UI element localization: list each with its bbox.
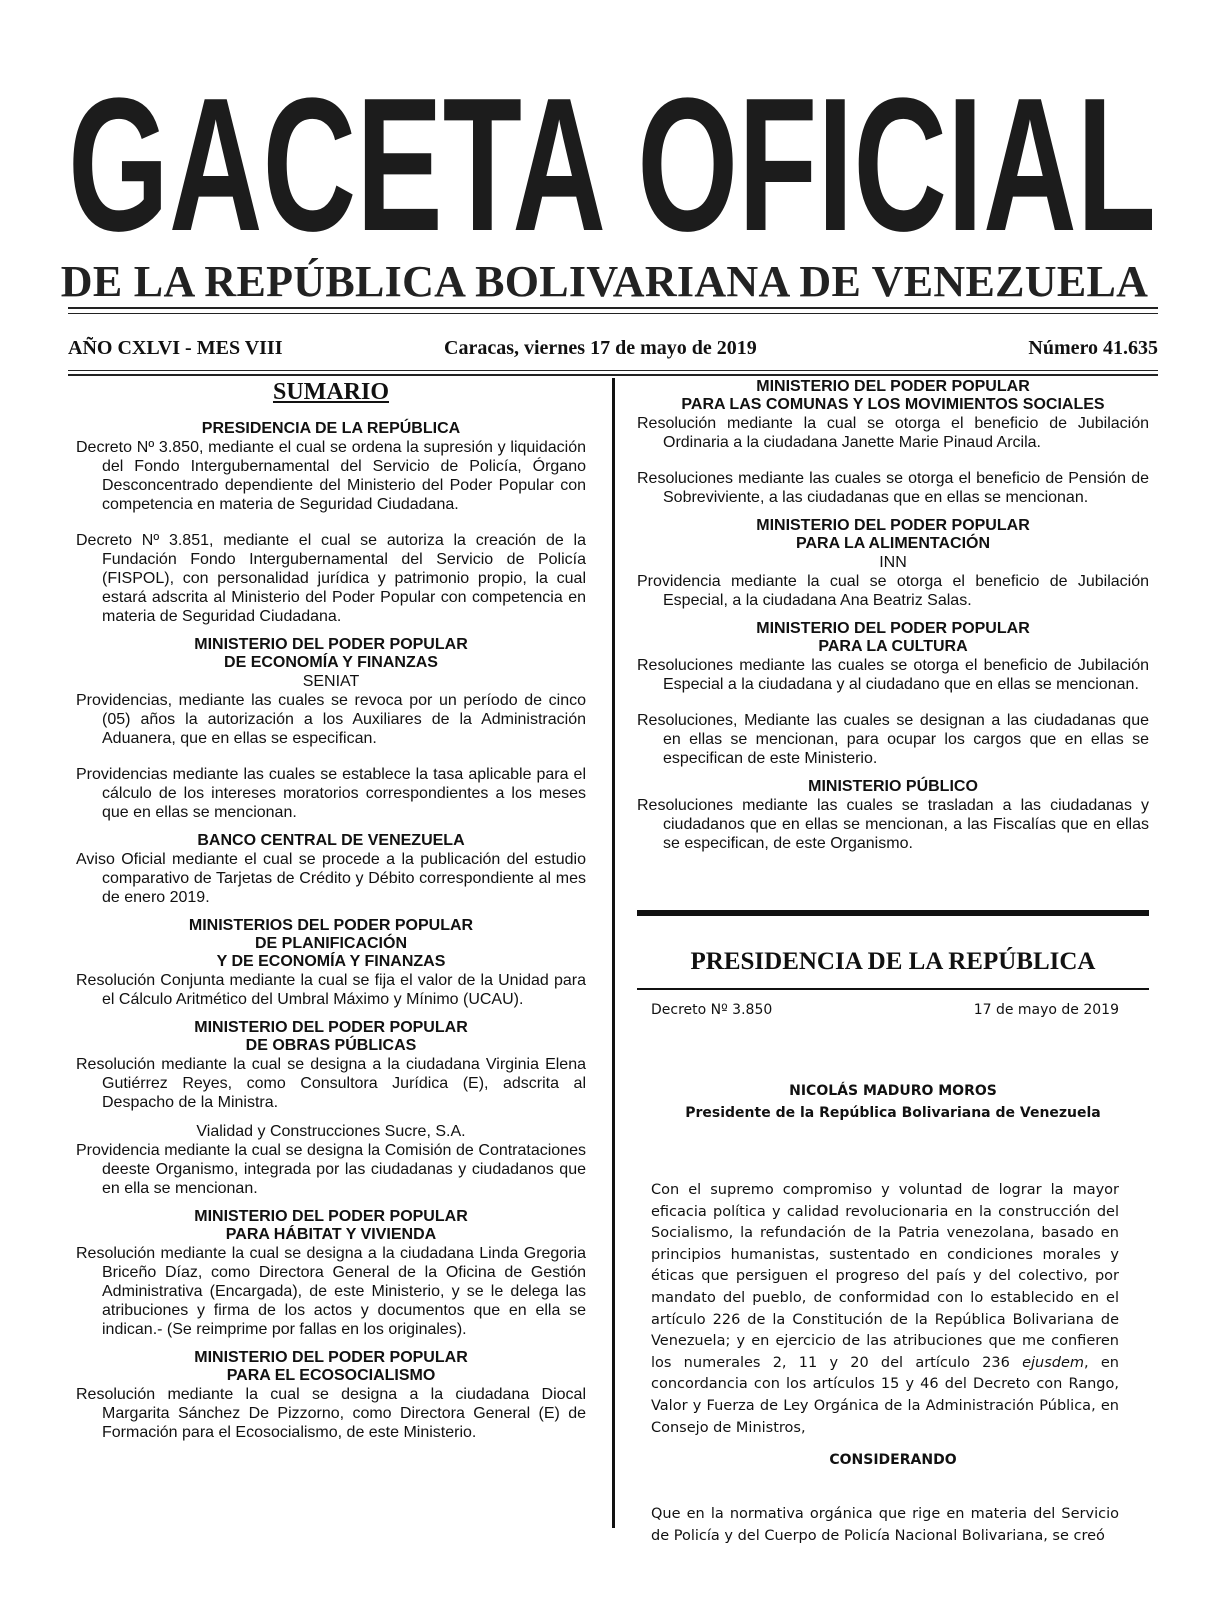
summary-entry: Resolución mediante la cual se designa a la ciudadana Diocal Margarita Sánchez De Pizzorno, como Directora General (E) de Formación para el Ecosocialismo, de este Ministerio. [76, 1386, 586, 1441]
masthead-title-text: GACETA OFICIAL [68, 82, 1156, 250]
preamble-emphasis: ejusdem [1022, 1354, 1085, 1371]
section-heading: BANCO CENTRAL DE VENEZUELA [197, 832, 465, 849]
issue-date: Caracas, viernes 17 de mayo de 2019 [444, 337, 757, 359]
section-subheading: SENIAT [302, 673, 360, 690]
summary-entry: Resolución mediante la cual se designa a la ciudadana Linda Gregoria Briceño Díaz, como Directora General de la Oficina de Gestión Administrativa (Encargada), de este Ministerio, y se le delega las atribuciones y firma de los actos y documentos que en ella se indican.- (Se reimprime por fallas en los originales). [76, 1245, 586, 1338]
masthead-title [68, 82, 1158, 250]
considerando-heading: CONSIDERANDO [829, 1452, 957, 1468]
sumario-section [637, 778, 1149, 853]
issue-info-bar [68, 337, 1158, 367]
header-rule-bottom [68, 374, 1158, 376]
header-rule-top [68, 307, 1158, 309]
summary-entry: Resolución Conjunta mediante la cual se fija el valor de la Unidad para el Cálculo Aritmético del Umbral Máximo y Mínimo (UCAU). [76, 972, 586, 1008]
section-heading: MINISTERIOS DEL PODER POPULAR DE PLANIFICACIÓN Y DE ECONOMÍA Y FINANZAS [188, 917, 474, 970]
signer-name: NICOLÁS MADURO MOROS [789, 1083, 997, 1099]
section-heading: PRESIDENCIA DE LA REPÚBLICA [201, 420, 461, 437]
sumario-left-sections [76, 420, 586, 1442]
sumario-section [76, 1019, 586, 1112]
summary-entry: Decreto Nº 3.851, mediante el cual se autoriza la creación de la Fundación Fondo Intergubernamental del Servicio de Policía (FISPOL), con personalidad jurídica y patrimonio propio, la cual estará adscrita al Ministerio del Poder Popular con competencia en materia de Seguridad Ciudadana. [76, 532, 586, 625]
summary-entry: Resoluciones mediante las cuales se otorga el beneficio de Pensión de Sobreviviente, a las ciudadanas que en ellas se mencionan. [637, 470, 1149, 506]
summary-entry: Decreto Nº 3.850, mediante el cual se ordena la supresión y liquidación del Fondo Intergubernamental del Servicio de Policía, Órgano Desconcentrado dependiente del Ministerio del Poder Popular con competencia en materia de Seguridad Ciudadana. [76, 439, 586, 513]
summary-entry: Aviso Oficial mediante el cual se procede a la publicación del estudio comparativo de Tarjetas de Crédito y Débito correspondiente al mes de enero 2019. [76, 851, 586, 906]
sumario-left-column [76, 378, 586, 1452]
section-heading: MINISTERIO DEL PODER POPULAR PARA HÁBITAT Y VIVIENDA [194, 1208, 468, 1243]
sumario-section [76, 832, 586, 907]
decree-date: 17 de mayo de 2019 [973, 1002, 1119, 1018]
signer-title: Presidente de la República Bolivariana de Venezuela [685, 1105, 1101, 1121]
decree-section-title: PRESIDENCIA DE LA REPÚBLICA [690, 948, 1096, 975]
section-heading: MINISTERIO DEL PODER POPULAR PARA LA ALIMENTACIÓN [756, 517, 1030, 552]
issue-number: Número 41.635 [1028, 337, 1158, 359]
summary-entry: Resoluciones mediante las cuales se trasladan a las ciudadanas y ciudadanos que en ellas se mencionan, a las Fiscalías que en ellas se especifican, de este Organismo. [637, 797, 1149, 852]
summary-entry: Resolución mediante la cual se designa a la ciudadana Virginia Elena Gutiérrez Reyes, como Consultora Jurídica (E), adscrita al Despacho de la Ministra. [76, 1056, 586, 1111]
sumario-right-sections [637, 378, 1149, 853]
section-heading: MINISTERIO DEL PODER POPULAR DE OBRAS PÚBLICAS [194, 1019, 468, 1054]
section-heading: MINISTERIO PÚBLICO [808, 778, 978, 795]
section-subheading: Vialidad y Construcciones Sucre, S.A. [196, 1123, 466, 1140]
summary-entry: Providencia mediante la cual se designa la Comisión de Contrataciones deeste Organismo, integrada por las ciudadanas y ciudadanos que en ella se mencionan. [76, 1142, 586, 1197]
sumario-right-column [637, 378, 1149, 863]
sumario-section [76, 420, 586, 626]
column-separator [612, 378, 615, 1528]
decree-number: Decreto Nº 3.850 [651, 1002, 773, 1018]
summary-entry: Resoluciones mediante las cuales se otorga el beneficio de Jubilación Especial a la ciudadana y al ciudadano que en ellas se mencionan. [637, 657, 1149, 693]
sumario-section [637, 378, 1149, 507]
decree-signer [637, 1080, 1149, 1124]
preamble-text-a: Con el supremo compromiso y voluntad de lograr la mayor eficacia política y calidad revolucionaria en la construcción del Socialismo, la refundación de la Patria venezolana, basado en principios humanistas, sustentado en condiciones morales y éticas que persiguen el progreso del país y del colectivo, por mandato del pueblo, de conformidad con lo establecido en el artículo 226 de la Constitución de la República Bolivariana de Venezuela; y en ejercicio de las atribuciones que me confieren los numerales 2, 11 y 20 del artículo 236 [651, 1182, 1119, 1371]
decree-section-rule [637, 988, 1149, 990]
sumario-section [76, 917, 586, 1009]
summary-entry: Providencias mediante las cuales se establece la tasa aplicable para el cálculo de los intereses moratorios correspondientes a los meses que en ellas se mencionan. [76, 766, 586, 821]
decree-preamble [651, 1180, 1119, 1439]
summary-entry: Resoluciones, Mediante las cuales se designan a las ciudadanas que en ellas se mencionan, para ocupar los cargos que en ellas se especifican de este Ministerio. [637, 712, 1149, 767]
sumario-section [637, 620, 1149, 768]
sumario-section [76, 636, 586, 822]
summary-entry: Resolución mediante la cual se otorga el beneficio de Jubilación Ordinaria a la ciudadana Janette Marie Pinaud Arcila. [637, 415, 1149, 451]
header-rule-top-thin [68, 313, 1158, 314]
summary-entry: Providencias, mediante las cuales se revoca por un período de cinco (05) años la autorización a los Auxiliares de la Administración Aduanera, que en ellas se especifican. [76, 692, 586, 747]
sumario-section [637, 517, 1149, 610]
sumario-end-rule [637, 910, 1149, 916]
considerando-text: Que en la normativa orgánica que rige en materia del Servicio de Policía y del Cuerpo de Policía Nacional Bolivariana, se creó [651, 1506, 1119, 1544]
section-subheading: INN [879, 554, 907, 571]
summary-entry: Providencia mediante la cual se otorga el beneficio de Jubilación Especial, a la ciudadana Ana Beatriz Salas. [637, 573, 1149, 609]
section-heading: MINISTERIO DEL PODER POPULAR PARA LAS COMUNAS Y LOS MOVIMIENTOS SOCIALES [681, 378, 1105, 413]
sumario-section [76, 1349, 586, 1442]
header-rule-bottom-thin [68, 370, 1158, 371]
sumario-section [76, 1208, 586, 1339]
sumario-heading: SUMARIO [272, 379, 389, 405]
section-heading: MINISTERIO DEL PODER POPULAR PARA EL ECOSOCIALISMO [194, 1349, 468, 1384]
preamble-text-b: , en concordancia con los artículos 15 y 46 del Decreto con Rango, Valor y Fuerza de Ley Orgánica de la Administración Pública, en Consejo de Ministros, [651, 1354, 1119, 1436]
masthead-subtitle: DE LA REPÚBLICA BOLIVARIANA DE VENEZUELA [60, 257, 1149, 306]
sumario-section [76, 1122, 586, 1198]
issue-year-month: AÑO CXLVI - MES VIII [68, 337, 283, 359]
section-heading: MINISTERIO DEL PODER POPULAR PARA LA CULTURA [756, 620, 1030, 655]
section-heading: MINISTERIO DEL PODER POPULAR DE ECONOMÍA Y FINANZAS [194, 636, 468, 671]
